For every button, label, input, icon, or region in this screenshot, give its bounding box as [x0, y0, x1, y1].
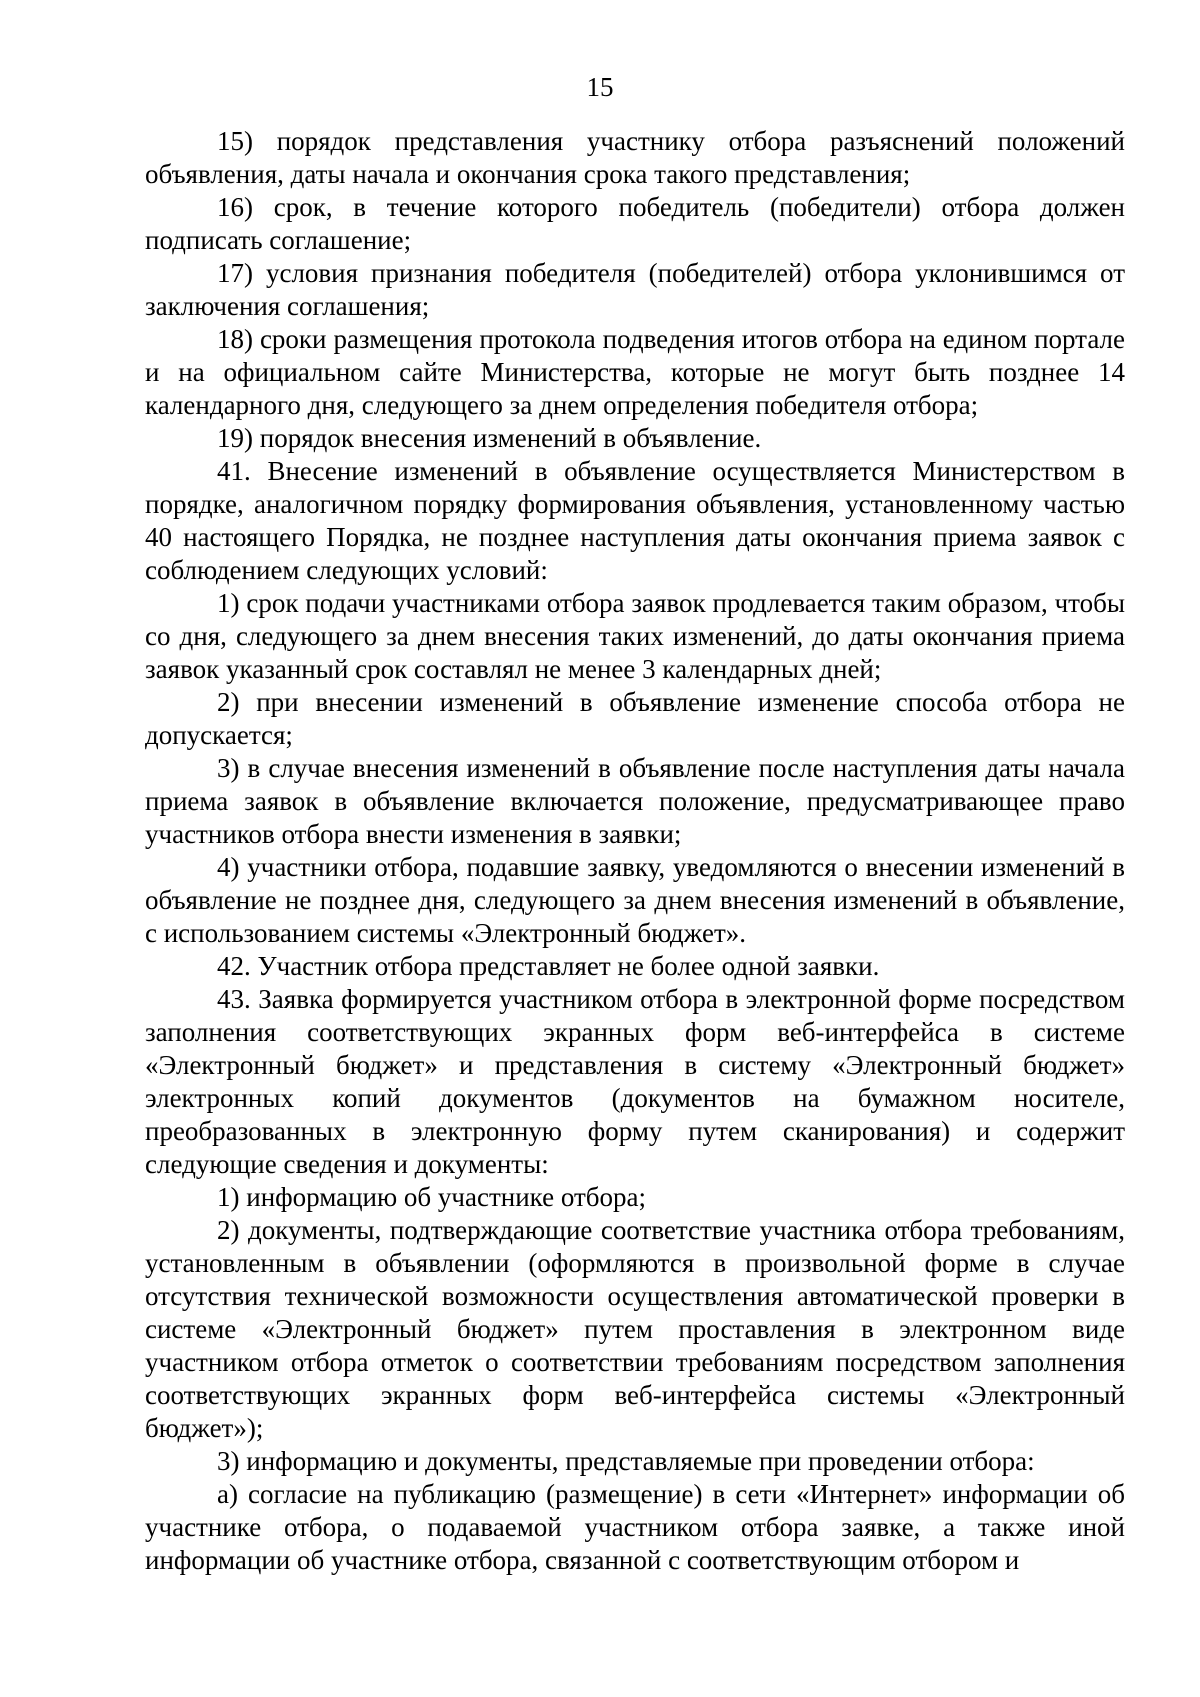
paragraph-condition-3: 3) в случае внесения изменений в объявление после наступления даты начала приема заявок в объявление включается положение, предусматривающее право участников отбора внести изменения в заявки; — [145, 753, 1125, 849]
paragraph-item-17: 17) условия признания победителя (победителей) отбора уклонившимся от заключения соглашения; — [145, 258, 1125, 321]
paragraph-item-19: 19) порядок внесения изменений в объявление. — [217, 423, 762, 453]
paragraph-section-43: 43. Заявка формируется участником отбора в электронной форме посредством заполнения соответствующих экранных форм веб-интерфейса в системе «Электронный бюджет» и представления в систему «Электронный бюджет» электронных копий документов (документов на бумажном носителе, преобразованных в электронную форму путем сканирования) и содержит следующие сведения и документы: — [145, 984, 1125, 1179]
paragraph-section-41: 41. Внесение изменений в объявление осуществляется Министерством в порядке, аналогичном порядку формирования объявления, установленному частью 40 настоящего Порядка, не позднее наступления даты окончания приема заявок с соблюдением следующих условий: — [145, 456, 1125, 585]
document-body — [145, 125, 1125, 1577]
paragraph-item-18: 18) сроки размещения протокола подведения итогов отбора на едином портале и на официальном сайте Министерства, которые не могут быть позднее 14 календарного дня, следующего за днем определения победителя отбора; — [145, 324, 1125, 420]
paragraph-item-16: 16) срок, в течение которого победитель (победители) отбора должен подписать соглашение; — [145, 192, 1125, 255]
paragraph-subitem-a: а) согласие на публикацию (размещение) в сети «Интернет» информации об участнике отбора, о подаваемой участником отбора заявке, а также иной информации об участнике отбора, связанной с соответствующим отбором и — [145, 1479, 1125, 1575]
paragraph-contents-3: 3) информацию и документы, представляемые при проведении отбора: — [217, 1446, 1035, 1476]
paragraph-contents-1: 1) информацию об участнике отбора; — [217, 1182, 647, 1212]
paragraph-contents-2: 2) документы, подтверждающие соответствие участника отбора требованиям, установленным в объявлении (оформляются в произвольной форме в случае отсутствия технической возможности осуществления автоматической проверки в системе «Электронный бюджет» путем проставления в электронном виде участником отбора отметок о соответствии требованиям посредством заполнения соответствующих экранных форм веб-интерфейса системы «Электронный бюджет»); — [145, 1215, 1125, 1443]
page-number: 15 — [586, 72, 614, 102]
paragraph-condition-1: 1) срок подачи участниками отбора заявок продлевается таким образом, чтобы со дня, следующего за днем внесения таких изменений, до даты окончания приема заявок указанный срок составлял не менее 3 календарных дней; — [145, 588, 1125, 684]
paragraph-condition-2: 2) при внесении изменений в объявление изменение способа отбора не допускается; — [145, 687, 1125, 750]
paragraph-item-15: 15) порядок представления участнику отбора разъяснений положений объявления, даты начала и окончания срока такого представления; — [145, 126, 1125, 189]
paragraph-condition-4: 4) участники отбора, подавшие заявку, уведомляются о внесении изменений в объявление не позднее дня, следующего за днем внесения изменений в объявление, с использованием системы «Электронный бюджет». — [145, 852, 1125, 948]
paragraph-section-42: 42. Участник отбора представляет не более одной заявки. — [217, 951, 880, 981]
